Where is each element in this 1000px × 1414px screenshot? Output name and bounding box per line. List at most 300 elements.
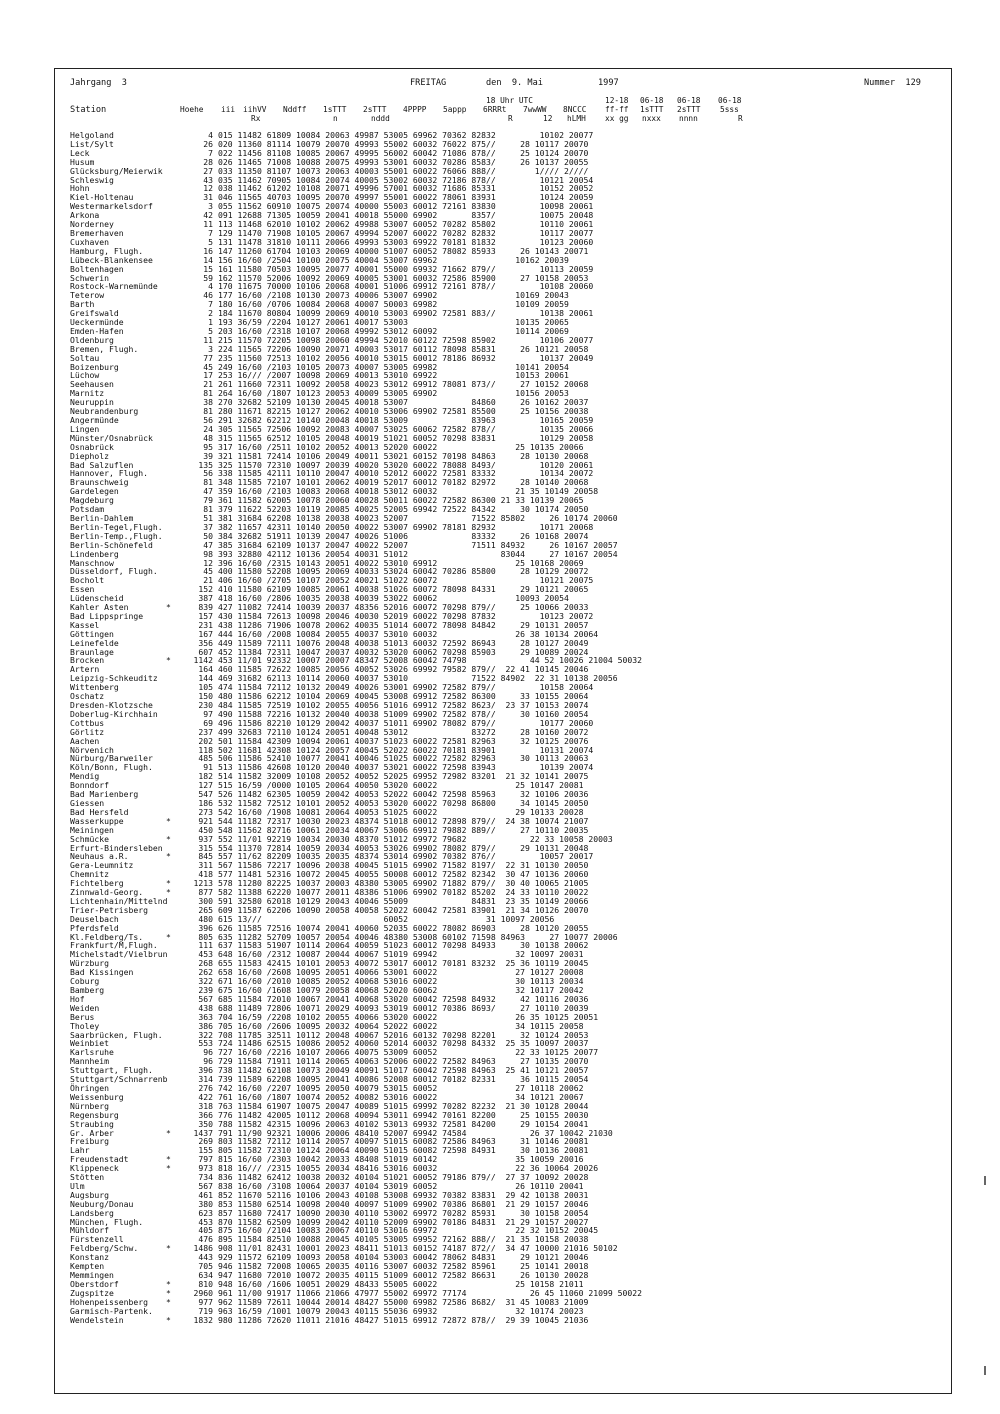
- station-observations: 705 16/60 /2606 10095 20032 40064 52022 60022 34 10115 20058: [218, 1020, 584, 1031]
- station-name: Nürburg/Barweiler: [70, 753, 153, 764]
- station-height: 396: [198, 1065, 213, 1076]
- station-height: 322: [198, 1029, 213, 1040]
- station-name: Berlin-Tegel,Flugh.: [70, 521, 163, 532]
- station-name: Chemnitz: [70, 869, 109, 880]
- station-observations: 962 11589 72611 10044 20014 48427 55000 69982 72586 8682/ 31 45 10083 21009: [218, 1296, 589, 1307]
- station-name: Westermarkelsdorf: [70, 201, 153, 212]
- station-observations: 338 11585 42111 10110 20047 40010 52012 60022 72581 83332 10134 20072: [218, 468, 594, 479]
- station-observations: 496 11586 82210 10129 20042 40037 51011 69902 78082 879// 10177 20060: [218, 717, 594, 728]
- station-height: 45: [203, 566, 213, 577]
- station-height: 2960: [193, 1287, 213, 1298]
- station-name: Bremen, Flugh.: [70, 343, 139, 354]
- station-height: 405: [198, 1225, 213, 1236]
- mountain-marker: *: [166, 833, 171, 844]
- col-06-18-c: 06-18: [718, 96, 742, 105]
- station-observations: 382 11657 42311 10140 20050 40022 53007 69902 78181 82932 10171 20068: [218, 521, 594, 532]
- col-hlmh: hLMH: [567, 114, 586, 123]
- station-observations: 453 11/01 92332 10007 20007 48347 52008 60042 74798 44 52 10026 21004 50032: [218, 655, 642, 666]
- station-height: 144: [198, 673, 213, 684]
- station-height: 453: [198, 1216, 213, 1227]
- station-height: 155: [198, 1145, 213, 1156]
- station-name: Schleswig: [70, 174, 114, 185]
- station-height: 973: [198, 1163, 213, 1174]
- station-observations: 875 16/60 /2104 10083 20067 40110 53016 69972 22 32 10152 20045: [218, 1225, 599, 1236]
- station-name: Lahr: [70, 1145, 90, 1156]
- station-height: 366: [198, 1109, 213, 1120]
- station-observations: 615 13/// 60052 31 10097 20056: [218, 913, 555, 924]
- station-height: 300: [198, 895, 213, 906]
- station-name: Weinbiet: [70, 1038, 109, 1049]
- station-height: 98: [203, 548, 213, 559]
- station-height: 845: [198, 851, 213, 862]
- station-name: Landsberg: [70, 1207, 114, 1218]
- station-observations: 513 11586 42608 10120 20040 40037 53021 60022 72598 83943 10139 20074: [218, 762, 594, 773]
- station-observations: 870 11582 62509 10099 20042 40110 52009 69902 70186 84831 21 29 10157 20027: [218, 1216, 589, 1227]
- station-name: Giessen: [70, 797, 105, 808]
- station-height: 921: [198, 815, 213, 826]
- station-name: Erfurt-Bindersleben: [70, 842, 163, 853]
- station-height: 81: [203, 388, 213, 399]
- col-nxxx: nxxx: [642, 114, 661, 123]
- station-observations: 852 11670 52116 10106 20043 40108 53008 69932 70382 83831 29 42 10138 20031: [218, 1189, 589, 1200]
- station-name: Feldberg/Schw.: [70, 1243, 139, 1254]
- station-observations: 379 11622 52203 10119 20085 40025 52005 69942 72522 84342 30 10174 20050: [218, 504, 589, 515]
- station-name: Kl.Feldberg/Ts.: [70, 931, 144, 942]
- station-height: 443: [198, 1252, 213, 1263]
- station-observations: 015 11482 61809 10084 20063 49987 53005 69962 70362 82832 10102 20077: [218, 130, 594, 140]
- mountain-marker: *: [166, 655, 171, 666]
- station-observations: 648 16/60 /2312 10087 20044 40067 51019 69942 32 10097 20031: [218, 949, 584, 960]
- station-observations: 170 11675 70000 10106 20068 40001 51006 69912 72161 878// 10108 20060: [218, 281, 594, 292]
- nummer: Nummer 129: [864, 78, 921, 88]
- station-name: Garmisch-Partenk.: [70, 1305, 153, 1316]
- station-height: 127: [198, 780, 213, 791]
- station-observations: 776 11482 42005 10112 20068 40094 53011 69942 70161 82200 25 10155 20030: [218, 1109, 589, 1120]
- station-name: Hamburg, Flugh.: [70, 245, 144, 256]
- col-station: Station: [70, 105, 107, 115]
- station-name: Cuxhaven: [70, 236, 109, 247]
- station-observations: 325 11570 72310 10097 20039 40020 53020 60022 78088 8493/ 10120 20061: [218, 459, 594, 470]
- station-name: Bad Salzuflen: [70, 459, 134, 470]
- station-name: Braunschweig: [70, 477, 129, 488]
- station-observations: 046 11565 40703 10095 20070 49997 55001 60022 78061 83931 10124 20059: [218, 192, 594, 203]
- station-name: Straubing: [70, 1118, 114, 1129]
- station-name: Emden-Hafen: [70, 325, 124, 336]
- station-observations: 501 11584 42309 10094 20061 40037 51023 60022 72581 82963 32 10125 20076: [218, 735, 589, 746]
- col-n: n: [333, 114, 338, 123]
- station-height: 318: [198, 1100, 213, 1111]
- station-observations: 946 11582 72008 10065 20035 40116 53007 60032 72582 85961 25 10141 20018: [218, 1261, 589, 1272]
- station-height: 453: [198, 949, 213, 960]
- station-observations: 385 31684 62109 10137 20047 40022 52007 71511 84932 26 10167 20057: [218, 539, 618, 550]
- station-height: 81: [203, 406, 213, 417]
- station-observations: 270 32682 52109 10130 20045 40018 53007 84860 26 10162 20037: [218, 397, 589, 408]
- station-height: 4: [208, 281, 213, 292]
- station-name: Kempten: [70, 1261, 105, 1272]
- station-name: Bamberg: [70, 985, 105, 995]
- station-height: 810: [198, 1278, 213, 1289]
- station-observations: 708 11785 32511 10112 20048 40067 52016 60132 70298 82201 32 10124 20053: [218, 1029, 589, 1040]
- station-observations: 022 11456 81108 10085 20067 49995 56002 60042 71086 878// 25 10124 20070: [218, 147, 589, 158]
- station-observations: 526 11482 62305 10059 20042 40053 52022 60042 72598 85963 32 10106 20036: [218, 789, 589, 800]
- station-name: Oldenburg: [70, 334, 114, 345]
- station-observations: 427 11082 72414 10039 20037 48356 52016 60072 70298 879// 25 10066 20033: [218, 602, 589, 613]
- station-name: Freiburg: [70, 1136, 109, 1147]
- col-iii: iii: [221, 105, 236, 114]
- station-observations: 514 11582 32009 10108 20052 40052 52025 69952 72982 83201 21 32 10141 20075: [218, 771, 589, 782]
- station-height: 202: [198, 735, 213, 746]
- col-rx: Rx: [251, 114, 261, 123]
- date: den 9. Mai: [486, 78, 543, 88]
- station-observations: 264 16/60 /1807 10123 20053 40009 53005 69902 10156 20053: [218, 388, 569, 399]
- station-height: 485: [198, 753, 213, 764]
- station-observations: 548 11562 82716 10061 20034 40067 53006 69912 79882 889// 27 10110 20035: [218, 824, 589, 835]
- station-name: Schwerin: [70, 272, 109, 283]
- col-5appp: 5appp: [443, 105, 467, 114]
- station-observations: 577 11481 52316 10072 20045 40055 50008 60012 72582 82342 30 47 10136 20060: [218, 869, 589, 880]
- station-observations: 177 16/60 /2108 10130 20073 40006 53007 69902 10169 20043: [218, 290, 569, 301]
- station-observations: 359 16/60 /2103 10083 20068 40018 53012 60032 21 35 10149 20058: [218, 486, 599, 497]
- station-height: 48: [203, 432, 213, 443]
- station-name: Neuburg/Donau: [70, 1198, 134, 1209]
- station-observations: 020 11360 81114 10079 20070 49993 55002 60032 76022 875// 28 10117 20070: [218, 138, 589, 149]
- station-observations: 658 16/60 /2608 10095 20051 40066 53001 60022 27 10127 20008: [218, 967, 584, 978]
- station-height: 56: [203, 468, 213, 479]
- station-observations: 321 11581 72414 10106 20049 40011 53021 60152 70198 84863 28 10130 20068: [218, 450, 589, 461]
- station-observations: 929 11572 62109 10093 20058 40104 53003 60042 78062 84831 29 10121 20046: [218, 1252, 589, 1263]
- station-observations: 763 11584 61907 10075 20047 40089 51015 69992 70282 82232 21 30 10128 20044: [218, 1100, 589, 1111]
- station-name: Berlin-Dahlem: [70, 512, 134, 523]
- col-5sss: 5sss: [720, 105, 739, 114]
- station-height: 623: [198, 1207, 213, 1218]
- station-name: Göttingen: [70, 628, 114, 639]
- station-name: Stuttgart/Schnarrenb: [70, 1074, 168, 1085]
- col-4pppp: 4PPPP: [403, 105, 427, 114]
- station-height: 27: [203, 165, 213, 176]
- station-observations: 980 11286 72620 11011 21016 48427 51015 69912 72872 878// 29 39 10045 21036: [218, 1314, 589, 1325]
- station-name: Weiden: [70, 1002, 100, 1013]
- station-observations: 947 11680 72010 10072 20035 40115 51009 60012 72582 86631 26 10130 20028: [218, 1270, 589, 1280]
- station-name: Bad Hersfeld: [70, 806, 129, 817]
- col-uhr: 18 Uhr UTC: [486, 96, 533, 105]
- station-height: 46: [203, 290, 213, 301]
- station-name: Norderney: [70, 219, 114, 230]
- station-height: 45: [203, 361, 213, 372]
- station-height: 719: [198, 1305, 213, 1316]
- station-name: Klippeneck: [70, 1163, 119, 1174]
- station-name: Osnabrück: [70, 441, 114, 452]
- station-name: Teterow: [70, 290, 105, 301]
- station-height: 1832: [193, 1314, 213, 1325]
- station-name: Artern: [70, 664, 100, 675]
- station-height: 152: [198, 584, 213, 595]
- station-name: Lindenberg: [70, 548, 119, 559]
- station-name: Deuselbach: [70, 913, 119, 924]
- station-height: 705: [198, 1261, 213, 1272]
- station-height: 797: [198, 1154, 213, 1165]
- col-2sttt: 2sTTT: [363, 105, 387, 114]
- station-height: 42: [203, 210, 213, 221]
- scan-mark: [984, 1366, 986, 1375]
- station-name: Memmingen: [70, 1270, 114, 1280]
- station-observations: 317 16/60 /2511 10102 20052 40013 52020 60022 25 10135 20066: [218, 441, 584, 452]
- mountain-marker: *: [166, 602, 171, 613]
- station-name: Cottbus: [70, 717, 105, 728]
- station-observations: 215 11570 72205 10098 20060 49994 52010 60122 72598 85902 10106 20077: [218, 334, 594, 345]
- station-height: 24: [203, 423, 213, 434]
- station-name: Berlin-Temp.,Flugh.: [70, 530, 163, 541]
- station-name: Barth: [70, 299, 95, 310]
- station-observations: 544 11182 72317 10030 20023 48374 51018 60012 72898 879// 24 38 10074 21007: [218, 815, 589, 826]
- station-height: 839: [198, 602, 213, 613]
- station-observations: 235 11560 72513 10102 20056 40010 53015 60012 78186 86932 10137 20049: [218, 352, 594, 363]
- station-name: Meiningen: [70, 824, 114, 835]
- station-observations: 469 31682 62113 10114 20060 40037 53010 71522 84902 22 31 10138 20056: [218, 673, 618, 684]
- station-name: Manschnow: [70, 557, 114, 568]
- station-name: Arkona: [70, 210, 100, 221]
- station-name: Rostock-Warnemünde: [70, 281, 158, 292]
- station-name: Oschatz: [70, 691, 105, 702]
- station-name: Görlitz: [70, 726, 105, 737]
- station-name: Trier-Petrisberg: [70, 904, 148, 915]
- station-height: 51: [203, 512, 213, 523]
- station-height: 553: [198, 1038, 213, 1049]
- station-height: 118: [198, 744, 213, 755]
- station-height: 1: [208, 317, 213, 328]
- station-observations: 704 16/59 /2208 10102 20055 40066 53020 60022 26 35 10125 20051: [218, 1011, 599, 1022]
- station-height: 322: [198, 976, 213, 987]
- station-name: Nürnberg: [70, 1100, 109, 1111]
- station-height: 3: [208, 343, 213, 354]
- station-observations: 452 11384 72311 10047 20037 40032 53020 60062 70298 85903 29 10089 20024: [218, 646, 589, 657]
- station-observations: 184 11670 80804 10099 20069 40010 53003 69902 72581 883// 10138 20061: [218, 308, 594, 319]
- station-name: Bocholt: [70, 575, 105, 586]
- station-height: 95: [203, 441, 213, 452]
- station-height: 438: [198, 1002, 213, 1013]
- station-observations: 305 11565 72506 10092 20083 40007 53025 60062 72582 878// 10135 20066: [218, 423, 594, 434]
- station-name: Freudenstadt: [70, 1154, 129, 1165]
- mountain-marker: *: [166, 887, 171, 898]
- station-observations: 410 11580 62109 10085 20061 40038 51026 60072 78098 84331 29 10121 20065: [218, 584, 589, 595]
- station-height: 265: [198, 904, 213, 915]
- station-height: 150: [198, 691, 213, 702]
- station-height: 77: [203, 352, 213, 363]
- station-observations: 499 32683 72110 10124 20051 40048 53012 83272 28 10160 20072: [218, 726, 589, 737]
- station-name: Boizenburg: [70, 361, 119, 372]
- station-height: 182: [198, 771, 213, 782]
- station-height: 269: [198, 1136, 213, 1147]
- station-height: 607: [198, 646, 213, 657]
- station-height: 2: [208, 308, 213, 319]
- station-observations: 729 11584 71911 10114 20065 40063 52006 60022 72582 84963 27 10135 20070: [218, 1056, 589, 1067]
- station-name: Stuttgart, Flugh.: [70, 1065, 153, 1076]
- station-height: 567: [198, 1180, 213, 1191]
- day: FREITAG: [410, 78, 447, 88]
- station-height: 69: [203, 717, 213, 728]
- station-observations: 742 16/60 /2207 10095 20050 40079 53015 60052 27 10118 20062: [218, 1082, 584, 1093]
- station-name: Michelstadt/Vielbrun: [70, 949, 168, 960]
- station-name: Wendelstein: [70, 1314, 124, 1325]
- station-height: 476: [198, 1234, 213, 1245]
- col-06-18-a: 06-18: [640, 96, 664, 105]
- station-height: 3: [208, 201, 213, 212]
- station-name: Regensburg: [70, 1109, 119, 1120]
- station-name: Glücksburg/Meierwik: [70, 165, 163, 176]
- station-observations: 180 16/60 /0706 10084 20068 40007 50003 69982 10109 20059: [218, 299, 569, 310]
- station-name: Neuruppin: [70, 397, 114, 408]
- station-height: 547: [198, 789, 213, 800]
- station-observations: 156 16/60 /2504 10100 20075 40004 53007 69962 10162 20039: [218, 254, 569, 265]
- station-observations: 026 11465 71008 10088 20075 49993 53001 60032 70286 8583/ 26 10137 20055: [218, 156, 589, 167]
- station-name: Augsburg: [70, 1189, 109, 1200]
- station-name: Köln/Bonn, Flugh.: [70, 762, 153, 773]
- jahrgang: Jahrgang 3: [70, 78, 127, 88]
- station-height: 273: [198, 806, 213, 817]
- table-row: [70, 1316, 940, 1325]
- station-observations: 655 11583 42415 10101 20053 40072 53017 60012 70181 83232 25 36 10119 20045: [218, 958, 589, 969]
- station-observations: 113 11468 62010 10102 20062 49988 53007 60052 70282 85802 10110 20061: [218, 219, 594, 230]
- station-name: Saarbrücken, Flugh.: [70, 1029, 163, 1040]
- station-height: 977: [198, 1296, 213, 1307]
- station-name: Würzburg: [70, 958, 109, 969]
- station-height: 186: [198, 797, 213, 808]
- col-nnnn: nnnn: [679, 114, 698, 123]
- col-ffff: ff-ff: [605, 105, 629, 114]
- station-height: 81: [203, 477, 213, 488]
- station-observations: 815 16/60 /2303 10042 20033 48408 51019 60142 35 10059 20016: [218, 1154, 584, 1165]
- station-name: Leck: [70, 147, 90, 158]
- station-name: Zugspitze: [70, 1287, 114, 1298]
- station-height: 14: [203, 254, 213, 265]
- col-hoehe: Hoehe: [180, 105, 204, 114]
- station-name: Lichtenhain/Mittelnd: [70, 895, 168, 906]
- station-name: Kassel: [70, 619, 100, 630]
- station-observations: 532 11582 72512 10101 20052 40053 53020 60022 70298 86800 34 10145 20050: [218, 797, 589, 808]
- station-name: Leinefelde: [70, 637, 119, 648]
- station-observations: 635 11282 52709 10057 20054 40046 48380 53008 60102 71598 84963 27 10077 20006: [218, 931, 618, 942]
- station-observations: 552 11/01 92219 10034 20030 48370 51012 69972 79682 22 33 10058 20003: [218, 833, 613, 844]
- mountain-marker: *: [166, 1278, 171, 1289]
- station-height: 47: [203, 539, 213, 550]
- station-observations: 838 16/60 /3108 10064 20037 40104 53019 60052 26 10110 20041: [218, 1180, 584, 1191]
- col-06-18-b: 06-18: [677, 96, 701, 105]
- station-height: 237: [198, 726, 213, 737]
- station-height: 21: [203, 575, 213, 586]
- station-observations: 396 16/60 /2315 10143 20051 40022 53010 69912 25 10168 20069: [218, 557, 584, 568]
- station-height: 805: [198, 931, 213, 942]
- station-observations: 675 16/60 /1608 10079 20058 40068 52020 60062 32 10117 20042: [218, 985, 584, 995]
- station-height: 314: [198, 1074, 213, 1085]
- station-height: 386: [198, 1020, 213, 1031]
- station-observations: 578 11280 82225 10037 20003 48380 53005 69902 71882 879// 30 40 10065 21005: [218, 878, 589, 889]
- station-height: 239: [198, 985, 213, 995]
- station-observations: 348 11585 72107 10101 20062 40019 52017 60012 70182 82972 28 10140 20068: [218, 477, 589, 488]
- station-observations: 203 16/60 /2318 10107 20068 49992 53012 60092 10114 20069: [218, 325, 569, 336]
- station-observations: 738 11482 62108 10073 20049 40091 51017 60042 72598 84963 25 41 10121 20057: [218, 1065, 589, 1076]
- station-height: 31: [203, 192, 213, 203]
- station-observations: 727 16/60 /2216 10107 20066 40075 53009 60052 22 33 10125 20077: [218, 1047, 599, 1058]
- mountain-marker: *: [166, 1154, 171, 1165]
- station-observations: 444 16/60 /2008 10084 20055 40037 53010 60032 26 38 10134 20064: [218, 628, 599, 639]
- mountain-marker: *: [166, 1127, 171, 1138]
- mountain-marker: *: [166, 878, 171, 889]
- station-name: Hohenpeissenberg: [70, 1296, 148, 1307]
- station-observations: 055 11562 60910 10075 20074 40000 55003 60012 72161 83830 10098 20061: [218, 201, 594, 212]
- station-name: Konstanz: [70, 1252, 109, 1263]
- station-observations: 484 11585 72519 10102 20055 40056 51016 69912 72582 8623/ 23 37 10153 20074: [218, 700, 589, 710]
- station-height: 461: [198, 1189, 213, 1200]
- col-rr: R: [738, 114, 743, 123]
- station-height: 17: [203, 370, 213, 381]
- station-height: 164: [198, 664, 213, 675]
- station-name: Neubrandenburg: [70, 406, 139, 417]
- station-observations: 400 11580 52208 10095 20069 40033 53024 60042 70286 85800 28 10129 20072: [218, 566, 589, 577]
- station-name: Berus: [70, 1011, 95, 1022]
- station-height: 16: [203, 245, 213, 256]
- mountain-marker: *: [166, 815, 171, 826]
- station-observations: 131 11478 31810 10111 20066 49993 53003 69922 70181 81832 10123 20060: [218, 236, 594, 247]
- station-height: 81: [203, 504, 213, 515]
- station-name: Soltau: [70, 352, 100, 363]
- station-name: Ulm: [70, 1180, 85, 1191]
- mountain-marker: *: [166, 1163, 171, 1174]
- station-observations: 430 11584 72613 10098 20046 40030 52019 60022 70298 87832 10123 20072: [218, 610, 594, 621]
- station-height: 37: [203, 521, 213, 532]
- station-name: Kiel-Holtenau: [70, 192, 134, 203]
- col-xxgg: xx gg: [605, 114, 629, 123]
- station-observations: 515 16/59 /0000 10105 20064 40050 53020 60022 25 10147 20081: [218, 780, 584, 791]
- station-observations: 438 11286 71906 10078 20062 40035 51014 60072 78098 84842 29 10131 20057: [218, 619, 589, 630]
- col-nddff: Nddff: [283, 105, 307, 114]
- station-observations: 249 16/60 /2103 10105 20073 40007 53005 69982 10141 20054: [218, 361, 569, 372]
- station-observations: 406 16/60 /2705 10107 20052 40021 51022 60072 10121 20075: [218, 575, 594, 586]
- station-observations: 963 16/59 /1001 10079 20043 40115 55036 69932 32 10174 20023: [218, 1305, 584, 1316]
- station-observations: 803 11582 72112 10114 20057 40097 51015 60082 72586 84963 31 10146 20081: [218, 1136, 589, 1147]
- station-height: 28: [203, 156, 213, 167]
- station-name: Lüdenscheid: [70, 593, 124, 604]
- station-observations: 490 11588 72216 10132 20040 40038 51009 69902 72582 878// 30 10160 20054: [218, 708, 589, 719]
- mountain-marker: *: [166, 851, 171, 862]
- col-12: 12: [543, 114, 553, 123]
- station-name: Helgoland: [70, 130, 114, 140]
- station-observations: 315 11565 62512 10105 20048 40019 51021 60052 70298 83831 10129 20058: [218, 432, 594, 443]
- station-name: Hof: [70, 993, 85, 1004]
- station-observations: 582 11388 62220 10077 20011 48386 51006 69902 70182 85202 24 33 10110 20022: [218, 887, 589, 898]
- station-height: 418: [198, 869, 213, 880]
- station-observations: 791 11/90 92321 10006 20006 48410 52007 69942 74584 26 37 10042 21030: [218, 1127, 613, 1138]
- col-isttt-2: 1sTTT: [640, 105, 664, 114]
- station-observations: 162 11570 52006 10092 20069 40005 53001 60032 72586 85900 27 10158 20053: [218, 272, 589, 283]
- station-observations: 418 16/60 /2806 10035 20038 40039 53022 60062 10093 20054: [218, 593, 569, 604]
- station-observations: 393 32880 42112 10136 20054 40031 51012 83044 27 10167 20054: [218, 548, 618, 559]
- station-height: 47: [203, 486, 213, 497]
- station-height: 350: [198, 1118, 213, 1129]
- station-height: 15: [203, 263, 213, 274]
- station-name: Wasserkuppe: [70, 815, 124, 826]
- station-observations: 291 32682 62212 10140 20048 40018 53009 83963 10165 20059: [218, 415, 594, 425]
- station-name: Neuhaus a.R.: [70, 851, 129, 862]
- station-height: 387: [198, 593, 213, 604]
- station-name: Gr. Arber: [70, 1127, 114, 1138]
- station-observations: 460 11585 72622 10085 20056 40052 53026 69992 79582 879// 22 41 10145 20046: [218, 664, 589, 675]
- station-name: Hannover, Flugh.: [70, 468, 148, 479]
- station-height: 396: [198, 922, 213, 933]
- station-observations: 857 11680 72417 10090 20030 40110 53002 69972 70282 85931 30 10158 20054: [218, 1207, 589, 1218]
- station-observations: 502 11681 42308 10124 20057 40045 52022 60022 70181 83901 10131 20074: [218, 744, 594, 755]
- station-height: 26: [203, 138, 213, 149]
- station-height: 39: [203, 450, 213, 461]
- station-observations: 557 11/62 82209 10035 20035 48374 53014 69902 70382 876// 10057 20017: [218, 851, 594, 862]
